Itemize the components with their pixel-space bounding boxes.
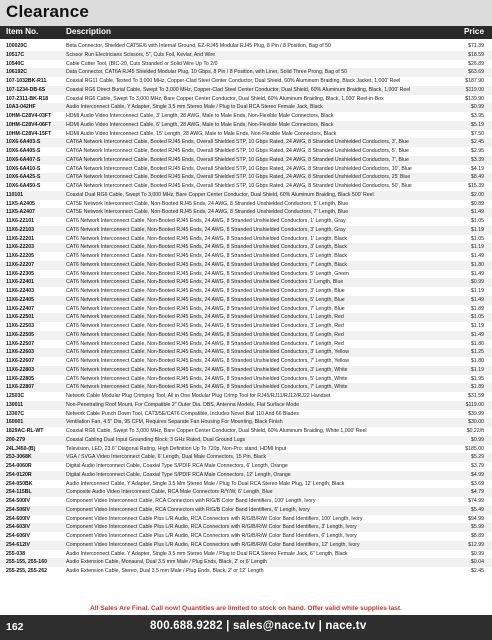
item-number: 10517C (6, 51, 25, 58)
item-number: 11X6-22505 (6, 331, 34, 338)
item-description: HDMI Audio Video Interconnect Cable, 15' Length, 28 AWG, Male to Male Ends, Non-Flexible Male Connectors, Black (66, 130, 337, 137)
table-row (0, 532, 492, 541)
item-price: $2.95 (471, 148, 484, 154)
item-number: 10X6-6A410-S (6, 165, 41, 172)
item-number: 11X6-22805 (6, 375, 34, 382)
item-description: CAT6 Network Interconnect Cable, Non-Booted RJ45 Ends, 24 AWG, 8 Stranded Unshielded Conductors, 7' Length, White (66, 384, 348, 391)
table-row (0, 322, 492, 331)
item-number: 130011 (6, 401, 24, 408)
item-description: Coaxial RG6 Cable, Swept To 3,000 MHz, Bare Copper Center Conductor, Dual Shield, 60% Aluminum Braiding, Black, 1,000' Reel-in-Box (66, 95, 384, 102)
item-number: 254-0120R (6, 471, 32, 478)
table-row (0, 261, 492, 270)
item-price: $0.99 (471, 279, 484, 286)
table-row (0, 138, 492, 147)
item-description: Composite Audio Video Interconnect Cable, RCA Male Connectors R/Y/W, 6' Length, Blue (66, 489, 273, 496)
item-number: 10540C (6, 60, 25, 67)
item-description: Network Cable Punch Down Tool, CAT3/5E/CAT6 Compatible, Includes Novel Bail 110 And 66 Blades (66, 410, 299, 417)
item-price: $5.19 (471, 121, 484, 128)
table-row (0, 375, 492, 384)
table-row (0, 165, 492, 174)
item-price: $0.89 (471, 200, 484, 207)
item-number: 254-612IV (6, 541, 30, 548)
item-description: CAT5E Network Interconnect Cable, Non-Booted RJ45 Ends, 24 AWG, 8 Stranded Unshielded Conductors, 5' Length, Blue (66, 200, 349, 207)
item-description: Coaxial Cabling Dual Input Grounding Block; 3 GHz Rated, Dual Ground Lugs (66, 436, 246, 443)
table-row (0, 366, 492, 375)
item-price: $1.19 (471, 366, 484, 373)
item-number: 10X6-6A425-S (6, 174, 41, 181)
table-row (0, 147, 492, 156)
table-row (0, 488, 492, 497)
item-description: CAT6A Network Interconnect Cable, Booted RJ45 Ends, Overall Shielded STP, 10 Gbps Rated, 24 AWG, 8 Stranded Unshielded Conductors, 5', Blue (66, 148, 409, 154)
item-price: $4.99 (471, 471, 484, 478)
item-price: $1.05 (471, 314, 484, 321)
sales-notice: All Sales Are Final. Call now! Quantities are limited to stock on hand. Offer valid while supplies last. (90, 605, 402, 612)
item-description: Data Connector, CAT6A RJ45 Shielded Modular Plug, 10 Gbps, 8 Pin / 8 Position, with Liner, Solid Three Prong, Bag of 50 (66, 69, 347, 76)
table-row (0, 86, 492, 95)
item-price: $8.49 (471, 174, 484, 181)
table-row (0, 217, 492, 226)
table-row (0, 191, 492, 200)
item-price: $1.49 (471, 209, 484, 216)
item-number: 11X6-22603 (6, 349, 34, 356)
item-number: 11X6-22305 (6, 270, 34, 277)
item-price: $1.19 (471, 244, 484, 251)
item-price: $71.39 (468, 43, 484, 49)
item-number: 10X6-6A405-S (6, 148, 41, 154)
item-number: 11X6-22507 (6, 340, 34, 347)
item-price: $3.79 (471, 463, 484, 469)
table-row (0, 471, 492, 480)
item-number: 253-3068K (6, 454, 32, 461)
item-description: Component Video Interconnect Cable Plus L/R Audio, RCA Connectors with R/G/B/R/W Color Band Identifiers, 100' Length, Ivory (66, 515, 363, 522)
item-price: $1.80 (471, 358, 484, 364)
item-price: $15.39 (468, 183, 484, 189)
item-price: $0.99 (471, 436, 484, 443)
item-number: 10HM-C28V4-03FT (6, 113, 52, 119)
item-description: Non-Penetrating Roof Mount, For Compatible 2" Outer Dia. DBS, Antenna Models, Flat Surface Mode (66, 401, 300, 408)
item-description: CAT6 Network Interconnect Cable, Non-Booted RJ45 Ends, 24 AWG, 8 Stranded Unshielded Conductors, 3' Length, Blue (66, 288, 345, 294)
item-description: Scissor Run Electricians Scissors, 5", Cuts Foil, Kevlar, And Wire (66, 51, 216, 58)
item-price: $1.80 (471, 261, 484, 268)
table-row (0, 287, 492, 296)
table-row (0, 182, 492, 191)
item-description: CAT6 Network Interconnect Cable, Non-Booted RJ45 Ends, 24 AWG, 8 Stranded Unshielded Conductors, 7' Length, Blue (66, 305, 345, 312)
item-price: $1.80 (471, 340, 484, 347)
item-number: 200-279 (6, 436, 26, 443)
page-title: Clearance (6, 2, 90, 21)
clearance-table (0, 42, 492, 576)
table-row (0, 95, 492, 104)
table-row (0, 313, 492, 322)
item-description: CAT6 Network Interconnect Cable, Non-Booted RJ45 Ends, 24 AWG, 8 Stranded Unshielded Conductors, 3' Length, Gray (66, 226, 346, 233)
item-number: 107-2311-BK-R18 (6, 95, 49, 102)
item-price: $39.99 (468, 410, 484, 417)
item-price: $74.99 (468, 498, 484, 504)
item-price: $119.00 (465, 401, 484, 408)
item-number: 107-1234-DB-6S (6, 86, 46, 93)
item-description: Cable Cutter Tool, (BIC-20, Cuts Stranded or Solid Wire Up To 2/0 (66, 60, 218, 67)
item-description: Coaxial Dual RG6 Cable, Swept To 3,000 MHz, Bare Copper Center Conductor, Dual Shield, 60% Aluminum Braiding, Black 500' Reel (66, 191, 374, 198)
item-description: Coaxial RG6 Cable, Swept To 3,000 MHz, Bare Copper Center Conductor, Dual Shield, 60% Aluminum Braiding, White 1,000' Reel (66, 428, 367, 434)
table-row (0, 270, 492, 279)
item-price: $2.45 (471, 568, 484, 574)
item-number: 11X6-22405 (6, 296, 34, 303)
item-price: $63.69 (468, 69, 484, 76)
item-description: Audio Interconnect Cable, Y Adapter, Single 3.5 mm Stereo Male / Plug to Dual RCA Stereo Female Jack, Black (66, 104, 323, 111)
item-description: CAT6 Network Interconnect Cable, Non-Booted RJ45 Ends, 24 AWG, 8 Stranded Unshielded Conductors, 5' Length, Black (66, 253, 347, 259)
item-number: 11X6-22501 (6, 314, 34, 321)
item-price: $4.79 (471, 489, 484, 496)
item-number: 255-255, 255-262 (6, 568, 47, 574)
item-price: $2.45 (471, 139, 484, 146)
item-description: Component Video Interconnect Cable Plus L/R Audio, RCA Connectors with R/G/B/R/W Color Band Identifiers, 6' Length, Ivory (66, 533, 357, 539)
item-description: CAT6 Network Interconnect Cable, Non-Booted RJ45 Ends, 24 AWG, 8 Stranded Unshielded Conductors, 7' Length, Red (66, 340, 344, 347)
item-description: CAT6A Network Interconnect Cable, Booted RJ45 Ends, Overall Shielded STP, 10 Gbps Rated, 24 AWG, 8 Stranded Unshielded Conductors, 7', Blue (66, 156, 409, 163)
table-row (0, 60, 492, 69)
item-description: Component Video Interconnect Cable Plus L/R Audio, RCA Connectors with R/G/B/R/W Color Band Identifiers, 12' Length, Ivory (66, 541, 360, 548)
table-row (0, 436, 492, 445)
page-number: 162 (6, 621, 24, 633)
table-row (0, 235, 492, 244)
item-price: $0.99 (471, 104, 484, 111)
item-number: 254-0060R (6, 463, 32, 469)
item-price: $31.59 (468, 393, 484, 399)
item-number: 11X6-22407 (6, 305, 34, 312)
table-row (0, 567, 492, 576)
item-number: 255-038 (6, 550, 26, 557)
item-number: 11X6-22103 (6, 226, 34, 233)
item-description: Network Cable Modular Plug Crimping Tool, All in One Modular Plug Crimp Tool for RJ45/RJ11/RJ12/RJ22 Handset (66, 393, 331, 399)
item-number: 11X6-22403 (6, 288, 34, 294)
table-row (0, 506, 492, 515)
item-number: 10HM-C28V4-15FT (6, 130, 52, 137)
table-row (0, 453, 492, 462)
item-description: CAT6 Network Interconnect Cable, Non-Booted RJ45 Ends, 24 AWG, 8 Stranded Unshielded Conductors, 1' Length, Gray (66, 218, 346, 224)
item-description: Audio Interconnect Cable, Y Adapter, Single 3.5 mm Stereo Male / Plug to Dual RCA Stereo Female Jack, 6" Length, Black (66, 550, 348, 557)
table-row (0, 357, 492, 366)
item-price: $3.95 (471, 113, 484, 119)
item-price: $187.90 (465, 78, 484, 84)
item-description: Component Video Interconnect Cable, RCA Connectors with R/G/B Color Band Identifiers, 100' Length, Ivory (66, 498, 316, 504)
item-number: 160001 (6, 419, 24, 426)
item-description: CAT6 Network Interconnect Cable, Non-Booted RJ45 Ends, 24 AWG, 8 Stranded Unshielded Conductors, 3' Length, Red (66, 323, 344, 329)
item-description: CAT6 Network Interconnect Cable, Non-Booted RJ45 Ends, 24 AWG, 8 Stranded Unshielded Conductors, 7' Length, Black (66, 261, 347, 268)
header-description: Description (66, 27, 112, 36)
item-description: Audio Extension Cable, Monaural, Dual 3.5 mm Male / Plug Ends, Black, 2' or 6' Length (66, 559, 267, 566)
item-price: $1.95 (471, 375, 484, 382)
item-number: 24LJ450-(B) (6, 445, 36, 452)
item-description: Beta Connector, Shielded CAT5E/6 with Internal Ground, EZ-RJ45 Modular RJ45 Plug, 8 Pin / 8 Position, Bag of 50 (66, 43, 331, 49)
table-row (0, 462, 492, 471)
table-row (0, 410, 492, 419)
item-description: CAT6 Network Interconnect Cable, Non-Booted RJ45 Ends, 24 AWG, 8 Stranded Unshielded Conductors, 3' Length, Yellow (66, 349, 350, 356)
item-description: CAT6 Network Interconnect Cable, Non-Booted RJ45 Ends, 24 AWG, 8 Stranded Unshielded Conductors, 3' Length, Black (66, 244, 347, 251)
item-price: $1.89 (471, 384, 484, 391)
item-number: 11X6-22401 (6, 279, 34, 286)
item-description: Ventilation Fan, 4.5" Dia, 95 CFM, Requires Separate Fan Housing For Mounting, Black Finish (66, 419, 283, 426)
item-description: CAT6 Network Interconnect Cable, Non-Booted RJ45 Ends, 24 AWG, 8 Stranded Unshielded Conductors, 5' Length, Green (66, 270, 349, 277)
table-row (0, 550, 492, 559)
table-row (0, 226, 492, 235)
item-price: $3.39 (471, 156, 484, 163)
table-row (0, 515, 492, 524)
item-price: $30.00 (468, 419, 484, 426)
item-price: $3.69 (471, 480, 484, 487)
item-number: 10X6-6A407-S (6, 156, 41, 163)
item-price: $1.19 (471, 323, 484, 329)
table-row (0, 252, 492, 261)
item-price: $139.90 (465, 95, 484, 102)
item-number: 110101 (6, 191, 24, 198)
table-row (0, 497, 492, 506)
table-row (0, 51, 492, 60)
item-price: $1.89 (471, 305, 484, 312)
item-description: Audio Extension Cable, Stereo, Dual 3.5 mm Male / Plug Ends, Black, 2' or 12' Length (66, 568, 264, 574)
table-row (0, 418, 492, 427)
item-description: CAT6A Network Interconnect Cable, Booted RJ45 Ends, Overall Shielded STP, 10 Gbps Rated, 24 AWG, 8 Stranded Unshielded Conductors, 25' Blue (66, 174, 411, 181)
item-description: CAT6 Network Interconnect Cable, Non-Booted RJ45 Ends, 24 AWG, 8 Stranded Unshielded Conductors 1' Length, Blue (66, 279, 344, 286)
item-description: HDMI Audio Video Interconnect Cable, 3' Length, 28 AWG, Male to Male Ends, Non-Flexible Male Connectors, Black (66, 113, 334, 119)
item-price: $5.49 (471, 506, 484, 513)
item-number: 11X6-22503 (6, 323, 34, 329)
item-price: $0.22/ft (466, 428, 484, 434)
item-description: CAT6A Network Interconnect Cable, Booted RJ45 Ends, Overall Shielded STP, 10 Gbps Rated, 24 AWG, 8 Stranded Unshielded Conductors, 50', Blue (66, 183, 412, 189)
item-number: 11X6-22803 (6, 366, 34, 373)
table-header (0, 26, 492, 39)
item-description: CAT6 Network Interconnect Cable, Non-Booted RJ45 Ends, 24 AWG, 8 Stranded Unshielded Conductors, 1' Length, Red (66, 314, 344, 321)
item-description: Digital Audio Interconnect Cable, Coaxial Type S/PDIF RCA Male Connectors, 12' Length, Orange (66, 471, 291, 478)
table-row (0, 156, 492, 165)
item-price: $1.19 (471, 288, 484, 294)
table-row (0, 305, 492, 314)
item-price: $1.49 (471, 270, 484, 277)
table-row (0, 523, 492, 532)
item-description: CAT6 Network Interconnect Cable, Non-Booted RJ45 Ends, 24 AWG, 8 Stranded Unshielded Conductors, 5' Length, Red (66, 331, 344, 338)
item-description: CAT6 Network Interconnect Cable, Non-Booted RJ45 Ends, 24 AWG, 8 Stranded Unshielded Conductors, 5' Length, White (66, 375, 348, 382)
item-number: 254-506IV (6, 506, 30, 513)
item-price: $26.89 (468, 60, 484, 67)
item-number: 1829AC-RL-WT (6, 428, 44, 434)
table-row (0, 331, 492, 340)
item-number: 12503C (6, 393, 25, 399)
item-description: Audio Interconnect Cable, Y Adapter, Single 3.5 Mm Stereo Male / Plug To Dual RCA Stereo Male Plug, 12' Length, Black (66, 480, 345, 487)
item-number: 107-1032BK-R11 (6, 78, 47, 84)
table-row (0, 42, 492, 51)
item-number: 10HM-C28V4-06FT (6, 121, 52, 128)
table-row (0, 77, 492, 86)
item-description: CAT6 Network Interconnect Cable, Non-Booted RJ45 Ends, 24 AWG, 8 Stranded Unshielded Conductors, 3' Length, White (66, 366, 348, 373)
table-row (0, 541, 492, 550)
table-row (0, 296, 492, 305)
table-row (0, 480, 492, 489)
item-price: $18.59 (468, 51, 484, 58)
item-description: Coaxial RG11 Cable, Tested To 3,000 MHz, Copper-Clad Steel Center Conductor, Dual Shield, 60% Aluminum Braiding, Black Jacket, 1,000' Reel (66, 78, 401, 84)
item-number: 10X6-6A450-S (6, 183, 41, 189)
item-description: Component Video Interconnect Cable, RCA Connectors with R/G/B Color Band Identifiers, 6' Length, Ivory (66, 506, 310, 513)
item-description: VGA / SVGA Video Interconnect Cable, 6' Length, Dual Male Connectors, 15 Pin, Black (66, 454, 267, 461)
item-number: 254-600IV (6, 515, 30, 522)
item-number: 13307C (6, 410, 25, 417)
item-price: $4.19 (471, 165, 484, 172)
item-description: Component Video Interconnect Cable Plus L/R Audio, RCA Connectors with R/G/B/R/W Color Band Identifiers, 3' Length, Ivory (66, 524, 357, 531)
item-number: 11X5-A2407 (6, 209, 35, 216)
table-row (0, 340, 492, 349)
item-number: 254-115BL (6, 489, 32, 496)
item-price: $1.25 (471, 349, 484, 356)
item-number: 106192C (6, 69, 28, 76)
item-number: 11X6-22101 (6, 218, 34, 224)
title-bar (0, 0, 492, 26)
item-description: CAT6A Network Interconnect Cable, Booted RJ45 Ends, Overall Shielded STP, 10 Gbps Rated, 24 AWG, 8 Stranded Unshielded Conductors, 3', Blue (66, 139, 409, 146)
item-price: $5.99 (471, 524, 484, 531)
item-number: 11X6-22207 (6, 261, 34, 268)
item-number: 10A3-042HF (6, 104, 36, 111)
item-price: $1.05 (471, 218, 484, 224)
item-number: 100020C (6, 43, 28, 49)
item-description: CAT6 Network Interconnect Cable, Non-Booted RJ45 Ends, 24 AWG, 8 Stranded Unshielded Conductors, 5' Length, Blue (66, 296, 345, 303)
table-row (0, 445, 492, 454)
item-price: $1.49 (471, 253, 484, 259)
item-price: $12.99 (468, 541, 484, 548)
contact-info: 800.688.9282 | sales@nace.tv | nace.tv (150, 620, 367, 632)
item-price: $119.00 (465, 86, 484, 93)
table-row (0, 173, 492, 182)
table-row (0, 208, 492, 217)
item-description: CAT5E Network Interconnect Cable, Non-Booted RJ45 Ends, 24 AWG, 8 Stranded Unshielded Conductors, 7' Length, Blue (66, 209, 349, 216)
table-row (0, 278, 492, 287)
table-row (0, 348, 492, 357)
item-number: 11X6-22205 (6, 253, 34, 259)
item-price: $1.19 (471, 226, 484, 233)
footer (0, 615, 492, 640)
table-row (0, 103, 492, 112)
item-price: $0.99 (471, 550, 484, 557)
item-price: $1.05 (471, 235, 484, 242)
header-price: Price (463, 27, 484, 36)
item-description: CAT6 Network Interconnect Cable, Non-Booted RJ45 Ends, 24 AWG, 8 Stranded Unshielded Conductors, 7' Length, Yellow (66, 358, 350, 364)
item-number: 254-606IV (6, 533, 30, 539)
item-number: 11X5-A2405 (6, 200, 35, 207)
table-row (0, 427, 492, 436)
item-price: $1.49 (471, 296, 484, 303)
table-row (0, 130, 492, 139)
item-price: $8.89 (471, 533, 484, 539)
item-price: $185.00 (465, 445, 484, 452)
item-description: CAT6A Network Interconnect Cable, Booted RJ45 Ends, Overall Shielded STP, 10 Gbps Rated, 24 AWG, 8 Stranded Unshielded Conductors, 10', Blue (66, 165, 412, 172)
item-number: 255-155, 255-160 (6, 559, 47, 566)
item-number: 11X6-22807 (6, 384, 34, 391)
table-row (0, 121, 492, 130)
item-price: $5.29 (471, 454, 484, 461)
item-number: 254-603IV (6, 524, 30, 531)
table-row (0, 200, 492, 209)
item-price: $2.00 (471, 191, 484, 198)
table-row (0, 243, 492, 252)
item-description: Television, LED, 23.6" Diagonal Rating, High Definition Up To 720p, Non-Pro: stand, HDMI Input (66, 445, 287, 452)
header-item-no: Item No. (6, 27, 39, 36)
item-number: 11X6-22201 (6, 235, 34, 242)
item-price: $94.99 (468, 515, 484, 522)
item-number: 254-500IV (6, 498, 30, 504)
item-number: 11X6-22607 (6, 358, 34, 364)
item-number: 254-050BK (6, 480, 33, 487)
table-row (0, 392, 492, 401)
item-number: 10X6-6A403-S (6, 139, 41, 146)
item-description: Coaxial RG6 Direct Burial Cable, Swept To 3,000 MHz, Copper-Clad Steel Center Conductor, Dual Shield, 60% Aluminum Braiding, Black, 1,000' Reel (66, 86, 411, 93)
item-price: $7.50 (471, 130, 484, 137)
table-row (0, 383, 492, 392)
table-row (0, 68, 492, 77)
table-row (0, 112, 492, 121)
item-description: Digital Audio Interconnect Cable, Coaxial Type S/PDIF RCA Male Connectors, 6' Length, Orange (66, 463, 288, 469)
item-number: 11X6-22203 (6, 244, 34, 251)
item-description: HDMI Audio Video Interconnect Cable, 6' Length, 28 AWG, Male to Male Ends, Non-Flexible Male Connectors, Black (66, 121, 334, 128)
table-row (0, 558, 492, 567)
item-price: $0.04 (471, 559, 484, 566)
table-row (0, 401, 492, 410)
item-price: $1.49 (471, 331, 484, 338)
item-description: CAT6 Network Interconnect Cable, Non-Booted RJ45 Ends, 24 AWG, 8 Stranded Unshielded Conductors, 1' Length, Black (66, 235, 347, 242)
